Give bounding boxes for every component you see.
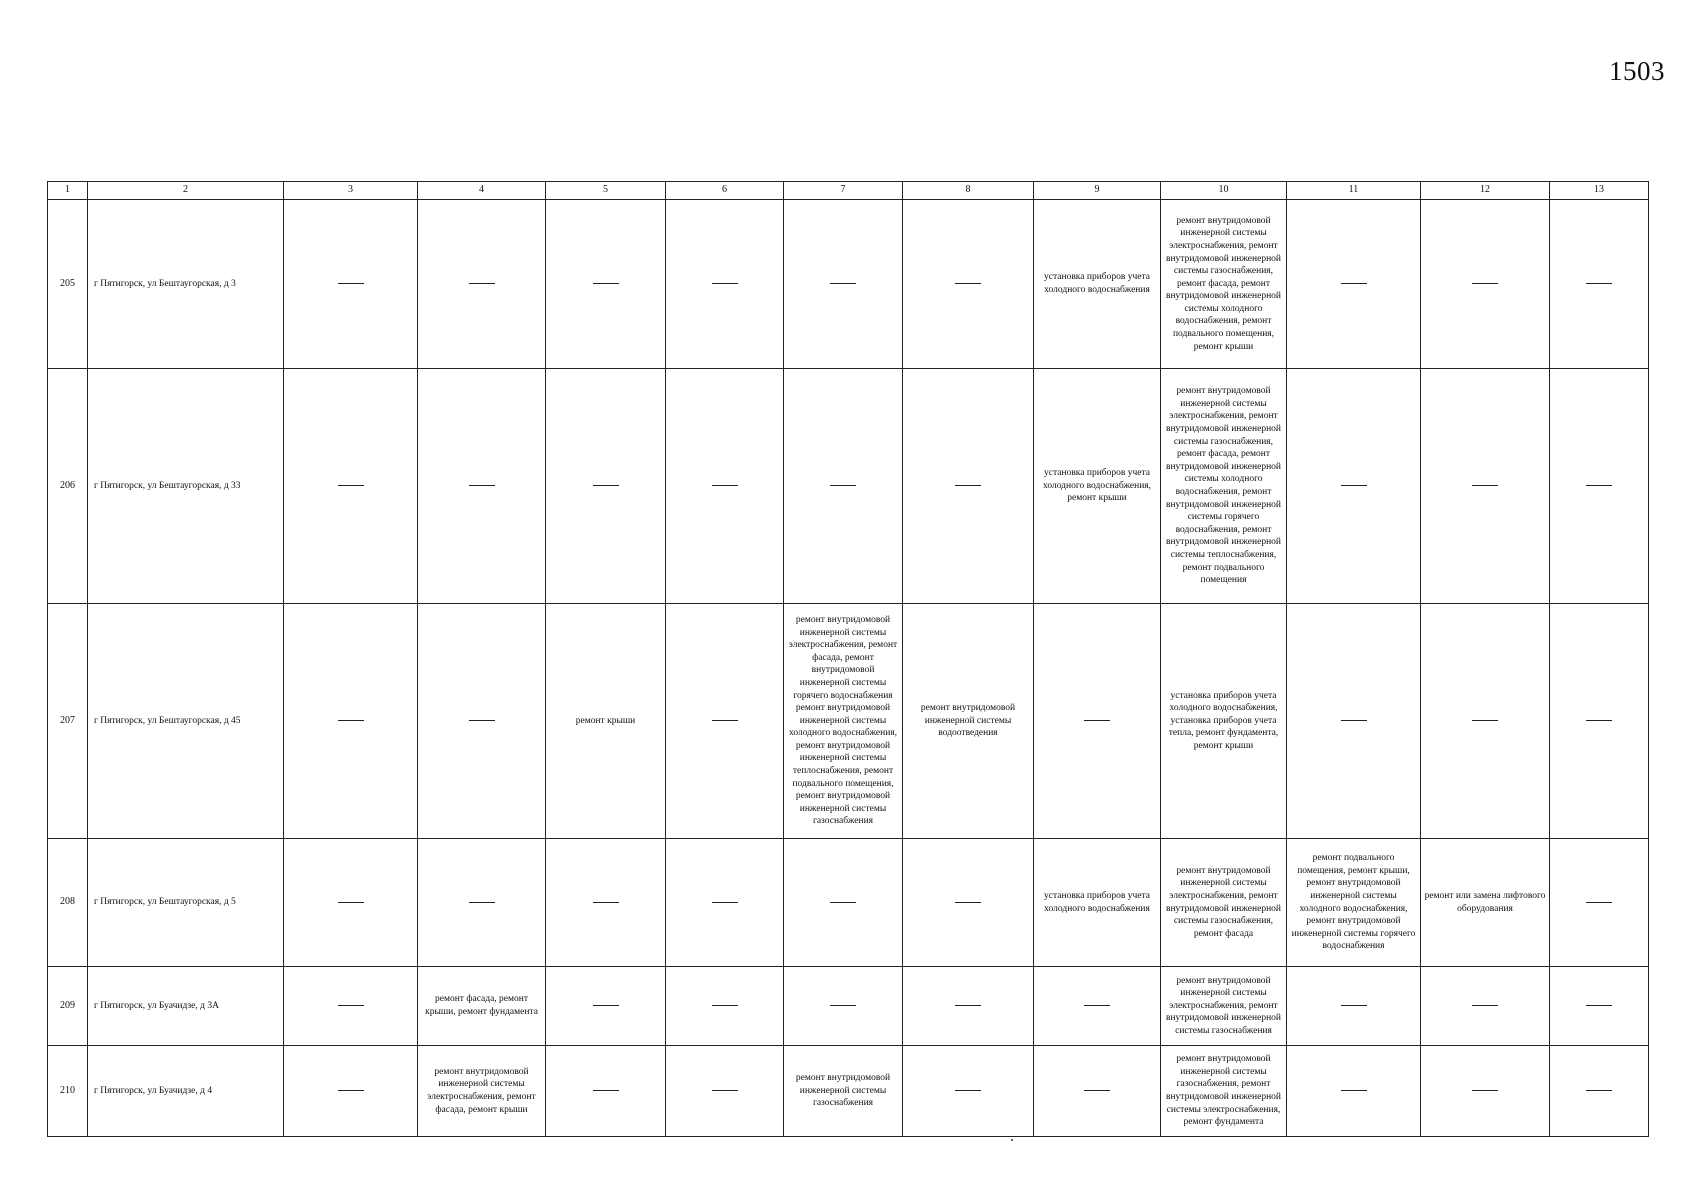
dash-mark [1341, 1090, 1367, 1091]
dash-mark [1586, 720, 1612, 721]
table-header [48, 182, 1649, 200]
column-header: 1 [48, 182, 88, 200]
work-cell: ремонт внутридомовой инженерной системы электроснабжения, ремонт внутридомовой инженерной системы газоснабжения [1161, 967, 1287, 1046]
empty-dash-cell [546, 839, 666, 967]
empty-dash-cell [666, 1046, 784, 1137]
header-row [48, 182, 1649, 200]
row-address: г Пятигорск, ул Буачидзе, д 4 [88, 1046, 284, 1137]
column-header: 8 [903, 182, 1034, 200]
empty-dash-cell [1421, 604, 1550, 839]
work-cell: ремонт внутридомовой инженерной системы электроснабжения, ремонт фасада, ремонт внутридомовой инженерной системы горячего водоснабжения ремонт внутридомовой инженерной системы холодного водоснабжения, ремонт внутридомовой инженерной системы теплоснабжения, ремонт подвального помещения, ремонт внутридомовой инженерной системы газоснабжения [784, 604, 903, 839]
empty-dash-cell [903, 200, 1034, 369]
empty-dash-cell [784, 839, 903, 967]
column-header: 12 [1421, 182, 1550, 200]
dash-mark [1341, 485, 1367, 486]
work-cell: ремонт фасада, ремонт крыши, ремонт фундамента [418, 967, 546, 1046]
column-header: 4 [418, 182, 546, 200]
dash-mark [1472, 283, 1498, 284]
empty-dash-cell [784, 200, 903, 369]
dash-mark [1341, 283, 1367, 284]
dash-mark [593, 1005, 619, 1006]
column-header: 5 [546, 182, 666, 200]
column-header: 7 [784, 182, 903, 200]
empty-dash-cell [666, 839, 784, 967]
dash-mark [955, 902, 981, 903]
empty-dash-cell [1421, 967, 1550, 1046]
empty-dash-cell [903, 967, 1034, 1046]
row-address: г Пятигорск, ул Бештаугорская, д 33 [88, 369, 284, 604]
table-row [48, 200, 1649, 369]
empty-dash-cell [784, 369, 903, 604]
dash-mark [338, 1005, 364, 1006]
empty-dash-cell [546, 200, 666, 369]
column-header: 11 [1287, 182, 1421, 200]
empty-dash-cell [1034, 967, 1161, 1046]
dash-mark [955, 283, 981, 284]
empty-dash-cell [418, 604, 546, 839]
empty-dash-cell [1421, 200, 1550, 369]
row-number: 207 [48, 604, 88, 839]
dash-mark [1472, 720, 1498, 721]
page-number: 1503 [1609, 56, 1665, 86]
dash-mark [338, 283, 364, 284]
dash-mark [593, 1090, 619, 1091]
dash-mark [712, 283, 738, 284]
empty-dash-cell [546, 967, 666, 1046]
empty-dash-cell [284, 1046, 418, 1137]
dash-mark [712, 720, 738, 721]
empty-dash-cell [903, 369, 1034, 604]
empty-dash-cell [666, 200, 784, 369]
table-row [48, 604, 1649, 839]
empty-dash-cell [666, 604, 784, 839]
dash-mark [955, 485, 981, 486]
repair-schedule-table [47, 181, 1649, 1137]
dash-mark [338, 1090, 364, 1091]
dash-mark [1472, 485, 1498, 486]
empty-dash-cell [1287, 967, 1421, 1046]
work-cell: ремонт внутридомовой инженерной системы газоснабжения, ремонт внутридомовой инженерной системы электроснабжения, ремонт фундамента [1161, 1046, 1287, 1137]
column-header: 6 [666, 182, 784, 200]
dash-mark [1586, 902, 1612, 903]
empty-dash-cell [546, 1046, 666, 1137]
empty-dash-cell [903, 1046, 1034, 1137]
empty-dash-cell [1034, 1046, 1161, 1137]
empty-dash-cell [1550, 1046, 1649, 1137]
dash-mark [830, 902, 856, 903]
empty-dash-cell [284, 839, 418, 967]
dash-mark [830, 485, 856, 486]
dash-mark [712, 902, 738, 903]
row-address: г Пятигорск, ул Бештаугорская, д 45 [88, 604, 284, 839]
column-header: 10 [1161, 182, 1287, 200]
empty-dash-cell [1287, 200, 1421, 369]
work-cell: ремонт подвального помещения, ремонт крыши, ремонт внутридомовой инженерной системы холодного водоснабжения, ремонт внутридомовой инженерной системы горячего водоснабжения [1287, 839, 1421, 967]
dash-mark [955, 1090, 981, 1091]
work-cell: установка приборов учета холодного водоснабжения [1034, 200, 1161, 369]
dash-mark [1084, 1005, 1110, 1006]
table-row [48, 369, 1649, 604]
dash-mark [712, 1090, 738, 1091]
dash-mark [593, 902, 619, 903]
dash-mark [338, 902, 364, 903]
dash-mark [593, 485, 619, 486]
work-cell: ремонт внутридомовой инженерной системы электроснабжения, ремонт внутридомовой инженерной системы газоснабжения, ремонт фасада, ремонт внутридомовой инженерной системы холодного водоснабжения, ремонт подвального помещения, ремонт крыши [1161, 200, 1287, 369]
empty-dash-cell [784, 967, 903, 1046]
column-header: 13 [1550, 182, 1649, 200]
empty-dash-cell [418, 839, 546, 967]
table-row [48, 967, 1649, 1046]
dash-mark [469, 485, 495, 486]
dash-mark [1586, 485, 1612, 486]
work-cell: ремонт внутридомовой инженерной системы электроснабжения, ремонт фасада, ремонт крыши [418, 1046, 546, 1137]
row-number: 208 [48, 839, 88, 967]
dash-mark [1472, 1090, 1498, 1091]
empty-dash-cell [1287, 604, 1421, 839]
empty-dash-cell [284, 369, 418, 604]
dash-mark [1586, 1005, 1612, 1006]
dash-mark [1084, 1090, 1110, 1091]
empty-dash-cell [1287, 1046, 1421, 1137]
empty-dash-cell [1287, 369, 1421, 604]
empty-dash-cell [284, 200, 418, 369]
empty-dash-cell [418, 200, 546, 369]
row-number: 210 [48, 1046, 88, 1137]
work-cell: ремонт внутридомовой инженерной системы электроснабжения, ремонт внутридомовой инженерной системы газоснабжения, ремонт фасада [1161, 839, 1287, 967]
dash-mark [469, 902, 495, 903]
row-address: г Пятигорск, ул Бештаугорская, д 5 [88, 839, 284, 967]
work-cell: ремонт внутридомовой инженерной системы водоотведения [903, 604, 1034, 839]
empty-dash-cell [284, 967, 418, 1046]
empty-dash-cell [1421, 1046, 1550, 1137]
row-number: 206 [48, 369, 88, 604]
dash-mark [712, 1005, 738, 1006]
row-address: г Пятигорск, ул Бештаугорская, д 3 [88, 200, 284, 369]
dash-mark [469, 720, 495, 721]
empty-dash-cell [284, 604, 418, 839]
empty-dash-cell [418, 369, 546, 604]
work-cell: ремонт или замена лифтового оборудования [1421, 839, 1550, 967]
empty-dash-cell [1550, 967, 1649, 1046]
empty-dash-cell [1550, 369, 1649, 604]
work-cell: ремонт внутридомовой инженерной системы газоснабжения [784, 1046, 903, 1137]
empty-dash-cell [666, 967, 784, 1046]
row-number: 205 [48, 200, 88, 369]
dash-mark [712, 485, 738, 486]
dash-mark [593, 283, 619, 284]
dash-mark [830, 283, 856, 284]
column-header: 3 [284, 182, 418, 200]
empty-dash-cell [903, 839, 1034, 967]
empty-dash-cell [546, 369, 666, 604]
dash-mark [830, 1005, 856, 1006]
dash-mark [1586, 1090, 1612, 1091]
dash-mark [1586, 283, 1612, 284]
work-cell: установка приборов учета холодного водоснабжения, установка приборов учета тепла, ремонт фундамента, ремонт крыши [1161, 604, 1287, 839]
work-cell: установка приборов учета холодного водоснабжения, ремонт крыши [1034, 369, 1161, 604]
dash-mark [1341, 720, 1367, 721]
dash-mark [955, 1005, 981, 1006]
empty-dash-cell [1550, 200, 1649, 369]
work-cell: ремонт внутридомовой инженерной системы электроснабжения, ремонт внутридомовой инженерной системы газоснабжения, ремонт фасада, ремонт внутридомовой инженерной системы холодного водоснабжения, ремонт внутридомовой инженерной системы горячего водоснабжения, ремонт внутридомовой инженерной системы теплоснабжения, ремонт подвального помещения [1161, 369, 1287, 604]
table-row [48, 839, 1649, 967]
column-header: 2 [88, 182, 284, 200]
dash-mark [338, 720, 364, 721]
work-cell: ремонт крыши [546, 604, 666, 839]
work-cell: установка приборов учета холодного водоснабжения [1034, 839, 1161, 967]
dash-mark [1472, 1005, 1498, 1006]
column-header: 9 [1034, 182, 1161, 200]
dash-mark [469, 283, 495, 284]
dash-mark [1084, 720, 1110, 721]
row-address: г Пятигорск, ул Буачидзе, д 3А [88, 967, 284, 1046]
empty-dash-cell [666, 369, 784, 604]
empty-dash-cell [1550, 839, 1649, 967]
scan-speck [1011, 1139, 1013, 1141]
table-row [48, 1046, 1649, 1137]
empty-dash-cell [1034, 604, 1161, 839]
empty-dash-cell [1421, 369, 1550, 604]
empty-dash-cell [1550, 604, 1649, 839]
row-number: 209 [48, 967, 88, 1046]
dash-mark [1341, 1005, 1367, 1006]
dash-mark [338, 485, 364, 486]
